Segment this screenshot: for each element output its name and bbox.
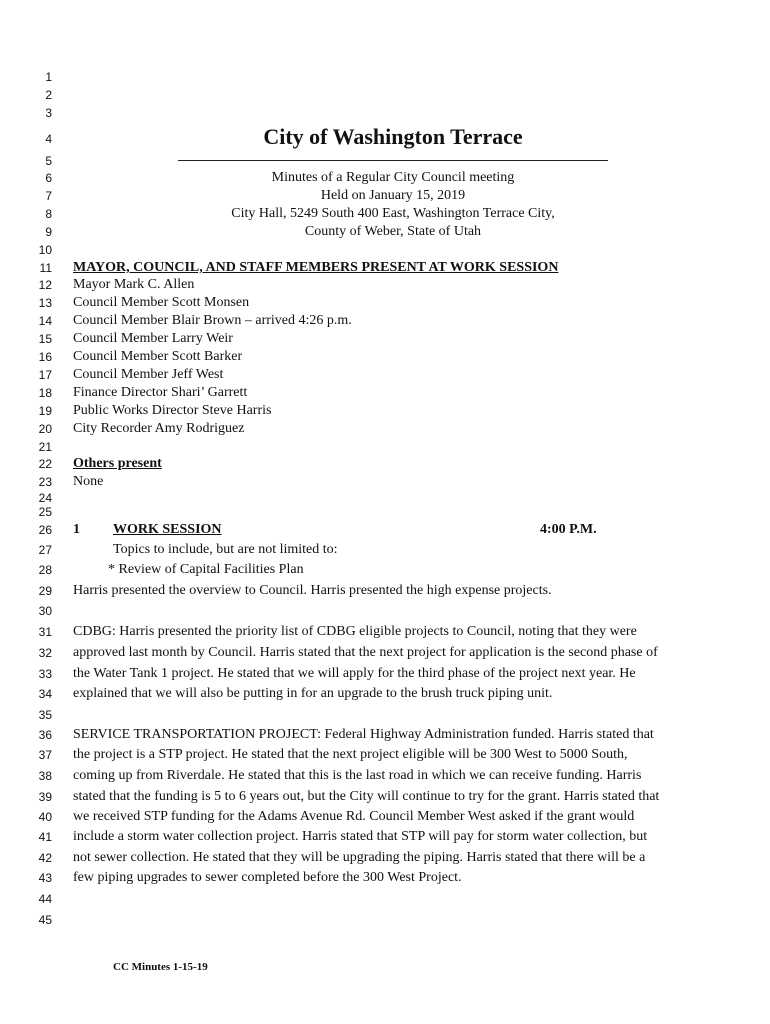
line-15 [0, 330, 770, 348]
title-rule [178, 160, 608, 161]
line-number: 42 [38, 851, 52, 865]
line-28 [0, 561, 770, 579]
meeting-location: City Hall, 5249 South 400 East, Washington Terrace City, [231, 206, 555, 221]
others-heading: Others present [73, 456, 162, 471]
line-number: 6 [45, 171, 52, 185]
line-1 [0, 68, 770, 86]
page-footer: CC Minutes 1-15-19 [113, 961, 208, 973]
topics-intro: Topics to include, but are not limited to: [113, 542, 338, 557]
line-number: 15 [38, 332, 52, 346]
attendee: City Recorder Amy Rodriguez [73, 421, 245, 436]
line-18 [0, 384, 770, 402]
attendee: Finance Director Shari’ Garrett [73, 385, 248, 400]
line-number: 22 [38, 457, 52, 471]
line-number: 28 [38, 563, 52, 577]
others-value: None [73, 474, 104, 489]
line-number: 29 [38, 584, 52, 598]
line-33 [0, 665, 770, 683]
line-30 [0, 602, 770, 620]
meeting-county: County of Weber, State of Utah [304, 224, 482, 239]
topic-item: * Review of Capital Facilities Plan [108, 562, 304, 577]
line-number: 18 [38, 386, 52, 400]
line-number: 21 [38, 440, 52, 454]
paragraph-line: explained that we will also be putting in for an upgrade to the brush truck piping unit. [73, 686, 553, 701]
paragraph-line: include a storm water collection project. Harris stated that STP will pay for storm water collection, but [73, 829, 648, 844]
line-12 [0, 276, 770, 294]
line-number: 17 [38, 368, 52, 382]
document-title: City of Washington Terrace [263, 124, 523, 149]
line-number: 14 [38, 314, 52, 328]
line-10 [0, 241, 770, 259]
line-13 [0, 294, 770, 312]
paragraph-line: the project is a STP project. He stated that the next project eligible will be 300 West to 5000 South, [73, 747, 628, 762]
line-number: 23 [38, 475, 52, 489]
paragraph-line: approved last month by Council. Harris stated that the next project for application is the second phase of [73, 645, 658, 660]
line-number: 9 [45, 225, 52, 239]
line-number: 45 [38, 913, 52, 927]
line-number: 26 [38, 523, 52, 537]
line-2 [0, 86, 770, 104]
line-6 [0, 169, 770, 187]
line-number: 32 [38, 646, 52, 660]
line-7 [0, 187, 770, 205]
paragraph-line: few piping upgrades to sewer completed before the 300 West Project. [73, 870, 462, 885]
line-45 [0, 911, 770, 929]
line-number: 24 [38, 491, 52, 505]
line-17 [0, 366, 770, 384]
line-number: 30 [38, 604, 52, 618]
line-8 [0, 205, 770, 223]
line-number: 43 [38, 871, 52, 885]
line-number: 1 [45, 70, 52, 84]
line-3 [0, 104, 770, 122]
line-number: 3 [45, 106, 52, 120]
paragraph-line: Harris presented the overview to Council. Harris presented the high expense projects. [73, 583, 552, 598]
paragraph-line: CDBG: Harris presented the priority list of CDBG eligible projects to Council, noting that they were [73, 624, 637, 639]
line-number: 33 [38, 667, 52, 681]
line-43 [0, 869, 770, 887]
line-25 [0, 503, 770, 521]
attendee: Council Member Larry Weir [73, 331, 233, 346]
meeting-date: Held on January 15, 2019 [320, 188, 466, 203]
line-42 [0, 849, 770, 867]
line-number: 34 [38, 687, 52, 701]
line-number: 8 [45, 207, 52, 221]
line-19 [0, 402, 770, 420]
section-time: 4:00 P.M. [540, 522, 597, 537]
paragraph-line: coming up from Riverdale. He stated that this is the last road in which we can receive funding. Harris [73, 768, 642, 783]
line-31 [0, 623, 770, 641]
line-22 [0, 455, 770, 473]
attendee: Council Member Jeff West [73, 367, 224, 382]
line-number: 5 [45, 154, 52, 168]
section-heading: WORK SESSION [113, 522, 222, 537]
line-35 [0, 706, 770, 724]
attendee: Public Works Director Steve Harris [73, 403, 272, 418]
line-40 [0, 808, 770, 826]
line-39 [0, 788, 770, 806]
line-number: 2 [45, 88, 52, 102]
line-36 [0, 726, 770, 744]
paragraph-line: stated that the funding is 5 to 6 years out, but the City will continue to try for the grant. Harris stated that [73, 789, 660, 804]
line-9 [0, 223, 770, 241]
line-number: 38 [38, 769, 52, 783]
line-41 [0, 828, 770, 846]
line-number: 16 [38, 350, 52, 364]
line-number: 44 [38, 892, 52, 906]
line-number: 35 [38, 708, 52, 722]
line-number: 40 [38, 810, 52, 824]
paragraph-line: the Water Tank 1 project. He stated that we will apply for the third phase of the project next year. He [73, 666, 636, 681]
line-number: 13 [38, 296, 52, 310]
line-32 [0, 644, 770, 662]
line-21 [0, 438, 770, 456]
paragraph-line: we received STP funding for the Adams Avenue Rd. Council Member West asked if the grant would [73, 809, 635, 824]
line-number: 10 [38, 243, 52, 257]
line-number: 20 [38, 422, 52, 436]
line-number: 19 [38, 404, 52, 418]
line-number: 31 [38, 625, 52, 639]
line-number: 37 [38, 748, 52, 762]
line-number: 11 [39, 261, 52, 275]
attendee: Mayor Mark C. Allen [73, 277, 195, 292]
line-number: 36 [38, 728, 52, 742]
line-29 [0, 582, 770, 600]
line-37 [0, 746, 770, 764]
paragraph-line: SERVICE TRANSPORTATION PROJECT: Federal Highway Administration funded. Harris stated that [73, 727, 654, 742]
line-number: 41 [38, 830, 52, 844]
line-number: 12 [38, 278, 52, 292]
line-34 [0, 685, 770, 703]
section-number: 1 [73, 522, 80, 537]
line-20 [0, 420, 770, 438]
line-26 [0, 521, 770, 539]
line-38 [0, 767, 770, 785]
line-44 [0, 890, 770, 908]
line-27 [0, 541, 770, 559]
meeting-type: Minutes of a Regular City Council meeting [271, 170, 515, 185]
paragraph-line: not sewer collection. He stated that they will be upgrading the piping. Harris stated that there will be a [73, 850, 646, 865]
line-number: 27 [38, 543, 52, 557]
attendee: Council Member Blair Brown – arrived 4:26 p.m. [73, 313, 352, 328]
line-number: 4 [45, 132, 52, 146]
line-4 [0, 124, 770, 149]
attendance-heading: MAYOR, COUNCIL, AND STAFF MEMBERS PRESENT AT WORK SESSION [73, 260, 559, 275]
line-number: 25 [38, 505, 52, 519]
line-number: 39 [38, 790, 52, 804]
line-number: 7 [45, 189, 52, 203]
line-16 [0, 348, 770, 366]
line-11 [0, 259, 770, 277]
line-5 [0, 152, 770, 170]
attendee: Council Member Scott Barker [73, 349, 243, 364]
line-14 [0, 312, 770, 330]
attendee: Council Member Scott Monsen [73, 295, 250, 310]
